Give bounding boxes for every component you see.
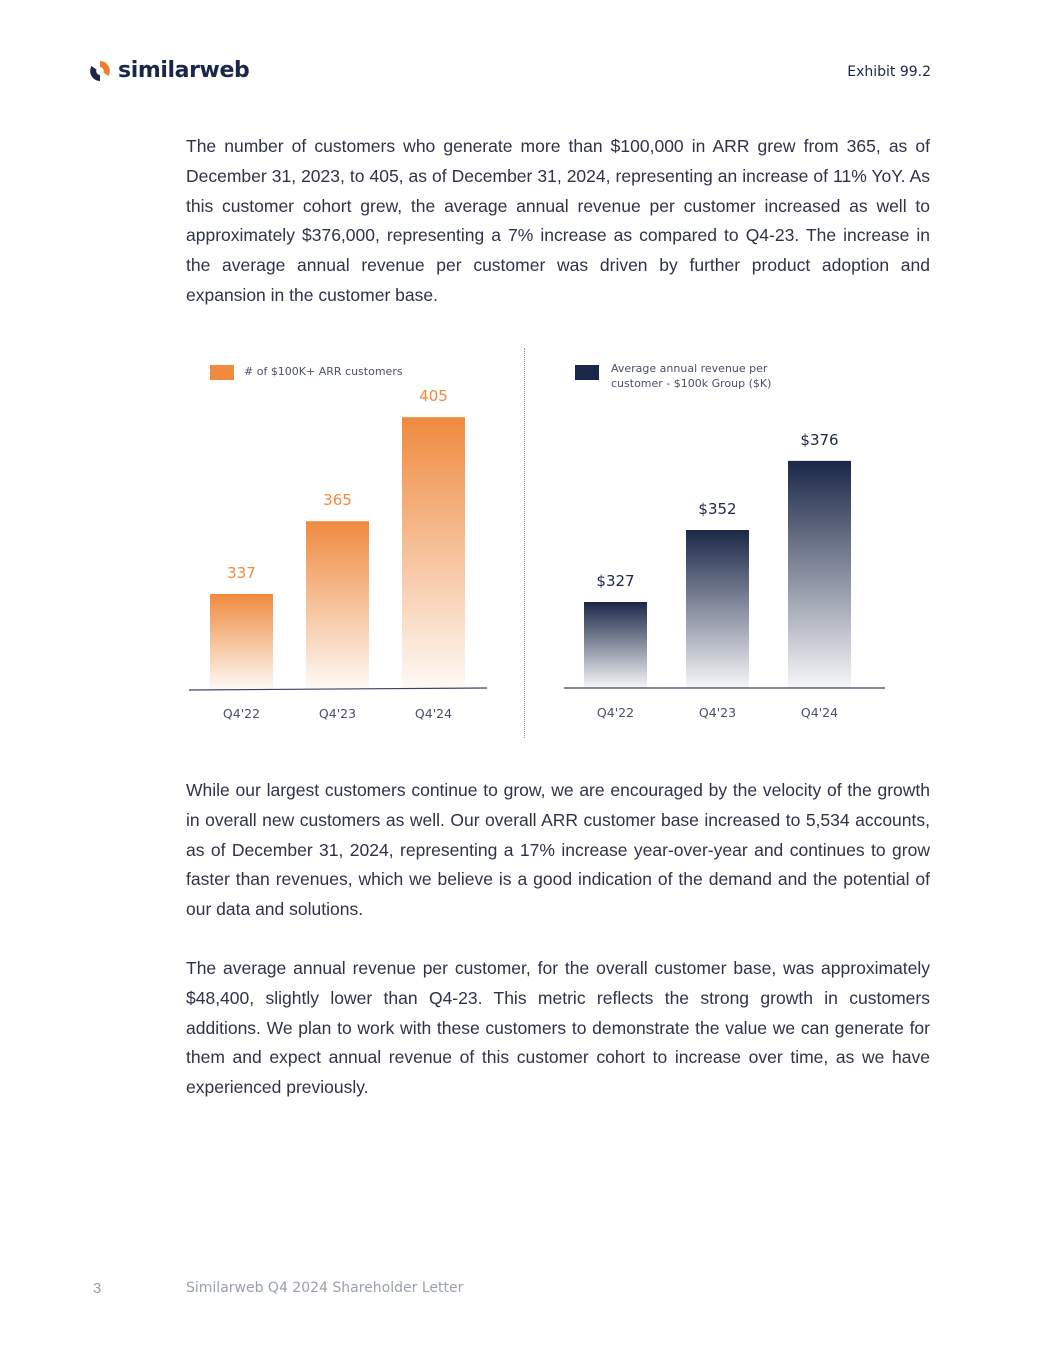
- paragraph-avg-revenue-overall: The average annual revenue per customer, for the overall customer base, was approximately $48,400, slightly lower than Q4-23. This metric reflects the strong growth in customers additions. We plan to work with these customers to demonstrate the value we can generate for them and expect annual revenue of this customer cohort to increase over time, as we have experienced previously.: [186, 958, 930, 1098]
- x-tick-label: Q4'23: [698, 705, 737, 720]
- x-tick-label: Q4'22: [222, 706, 261, 721]
- bar-q422: [584, 602, 647, 688]
- data-label: $352: [698, 500, 737, 518]
- bar-q424: [402, 417, 465, 689]
- bar-q423: [306, 521, 369, 689]
- footer-title: Similarweb Q4 2024 Shareholder Letter: [186, 1280, 464, 1296]
- paragraph-100k-customers: The number of customers who generate more than $100,000 in ARR grew from 365, as of December 31, 2023, to 405, as of December 31, 2024, representing an increase of 11% YoY. As this customer cohort grew, the average annual revenue per customer increased as well to approximately $376,000, representing a 7% increase as compared to Q4-23. The increase in the average annual revenue per customer was driven by further product adoption and expansion in the customer base.: [186, 136, 930, 305]
- legend-label-customers: # of $100K+ ARR customers: [244, 365, 403, 378]
- chart-100k-customers: [185, 350, 505, 730]
- bar-q423: [686, 530, 749, 688]
- x-tick-label: Q4'24: [414, 706, 453, 721]
- data-label: 337: [227, 564, 256, 582]
- exhibit-label: Exhibit 99.2: [847, 64, 931, 80]
- legend-label-avg-revenue-line2: customer - $100k Group ($K): [611, 377, 772, 390]
- page-number: 3: [93, 1280, 102, 1297]
- similarweb-logo: [88, 58, 249, 83]
- data-label: $327: [596, 572, 635, 590]
- x-tick-label: Q4'22: [596, 705, 635, 720]
- logo-wordmark: similarweb: [118, 58, 250, 83]
- similarweb-logo-icon: [88, 59, 112, 83]
- bar-q422: [210, 594, 273, 689]
- legend-label-avg-revenue-line1: Average annual revenue per: [611, 362, 768, 375]
- legend-swatch-avg-revenue: [575, 365, 599, 380]
- x-tick-label: Q4'23: [318, 706, 357, 721]
- data-label: 365: [323, 491, 352, 510]
- chart-divider: [524, 348, 525, 738]
- data-label: $376: [800, 430, 839, 449]
- paragraph-customer-growth: While our largest customers continue to grow, we are encouraged by the velocity of the growth in overall new customers as well. Our overall ARR customer base increased to 5,534 accounts, as of December 31, 2024, representing a 17% increase year-over-year and continues to grow faster than revenues, which we believe is a good indication of the demand and the potential of our data and solutions.: [186, 780, 930, 920]
- data-label: 405: [419, 387, 448, 406]
- legend-swatch-customers: [210, 365, 234, 380]
- x-tick-label: Q4'24: [800, 705, 839, 720]
- chart-avg-revenue-per-customer: [560, 350, 890, 730]
- bar-q424: [788, 461, 851, 688]
